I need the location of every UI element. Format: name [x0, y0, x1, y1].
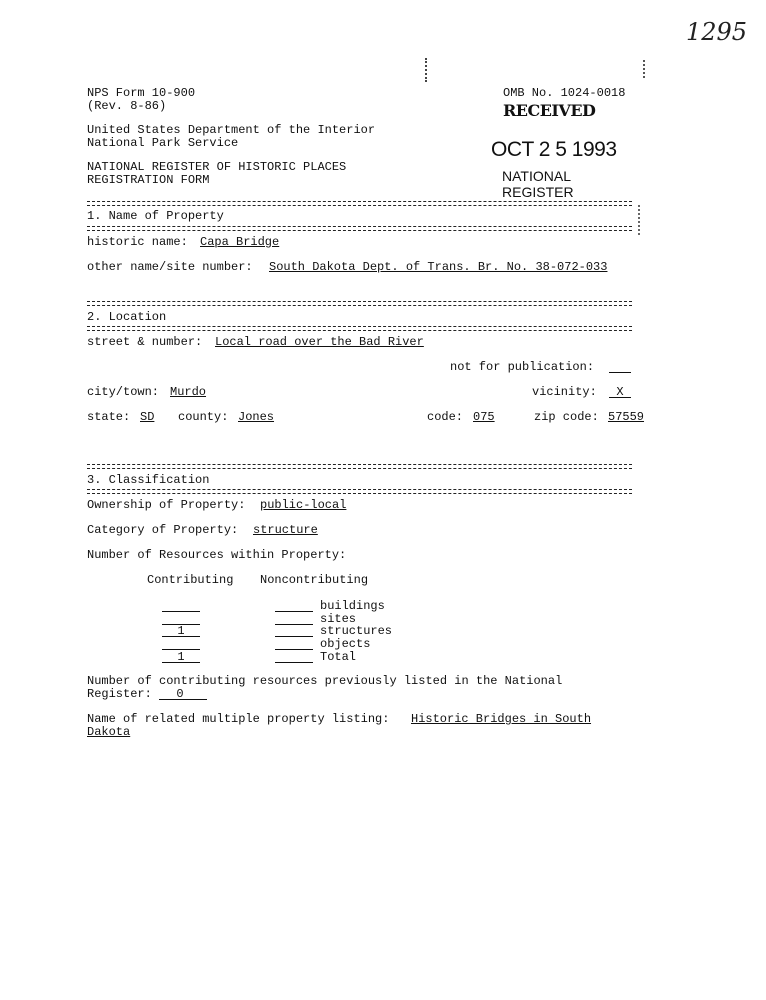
previously-listed-label-cont: Register: — [87, 687, 152, 701]
agency-name: National Park Service — [87, 136, 239, 150]
form-revision: (Rev. 8-86) — [87, 99, 167, 113]
department-name: United States Department of the Interior — [87, 123, 376, 137]
section-divider — [87, 464, 632, 469]
zip-label: zip code: — [534, 410, 599, 424]
stamp-register: REGISTER — [502, 184, 574, 200]
received-date-stamp: OCT 2 5 1993 — [491, 138, 617, 161]
historic-name-label: historic name: — [87, 235, 188, 249]
historic-name-value: Capa Bridge — [200, 235, 280, 249]
previously-listed-value: 0 — [176, 687, 184, 701]
resource-type-label: Total — [320, 650, 357, 664]
resource-type-label: structures — [320, 624, 393, 638]
related-listing-label: Name of related multiple property listing: — [87, 712, 390, 726]
vicinity-value: X — [616, 385, 624, 399]
resources-label: Number of Resources within Property: — [87, 548, 347, 562]
other-name-label: other name/site number: — [87, 260, 253, 274]
form-title: REGISTRATION FORM — [87, 173, 210, 187]
city-label: city/town: — [87, 385, 160, 399]
noncontributing-header: Noncontributing — [260, 573, 369, 587]
city-value: Murdo — [170, 385, 207, 399]
noncontributing-blank[interactable] — [275, 649, 313, 650]
not-for-publication-blank[interactable] — [609, 372, 631, 373]
vicinity-label: vicinity: — [532, 385, 597, 399]
form-number: NPS Form 10-900 — [87, 86, 196, 100]
received-stamp: RECEIVED — [503, 101, 596, 120]
code-value: 075 — [473, 410, 495, 424]
county-label: county: — [178, 410, 229, 424]
category-value: structure — [253, 523, 318, 537]
previously-listed-label: Number of contributing resources previously listed in the National — [87, 674, 563, 688]
section-divider — [87, 301, 632, 306]
resource-type-label: buildings — [320, 599, 385, 613]
scan-mark — [643, 60, 647, 78]
noncontributing-blank[interactable] — [275, 662, 313, 663]
zip-value: 57559 — [608, 410, 645, 424]
category-label: Category of Property: — [87, 523, 239, 537]
state-value: SD — [140, 410, 155, 424]
section1-title: 1. Name of Property — [87, 209, 224, 223]
register-title: NATIONAL REGISTER OF HISTORIC PLACES — [87, 160, 347, 174]
noncontributing-blank[interactable] — [275, 611, 313, 612]
code-label: code: — [427, 410, 464, 424]
contributing-count: 1 — [177, 624, 185, 638]
section2-title: 2. Location — [87, 310, 167, 324]
section-divider — [87, 201, 632, 206]
scan-mark — [425, 58, 430, 82]
ownership-label: Ownership of Property: — [87, 498, 246, 512]
contributing-count: 1 — [177, 650, 185, 664]
contributing-blank[interactable] — [162, 611, 200, 612]
noncontributing-blank[interactable] — [275, 636, 313, 637]
state-label: state: — [87, 410, 131, 424]
contributing-header: Contributing — [147, 573, 234, 587]
ownership-value: public-local — [260, 498, 347, 512]
handwritten-number: 1295 — [686, 18, 748, 46]
stamp-national: NATIONAL — [502, 168, 571, 184]
county-value: Jones — [238, 410, 275, 424]
section-divider — [87, 226, 632, 231]
resource-type-label: sites — [320, 612, 357, 626]
scan-mark — [638, 205, 642, 235]
noncontributing-blank[interactable] — [275, 624, 313, 625]
related-listing-value-cont: Dakota — [87, 725, 131, 739]
street-value: Local road over the Bad River — [215, 335, 424, 349]
omb-number: OMB No. 1024-0018 — [503, 86, 626, 100]
section3-title: 3. Classification — [87, 473, 210, 487]
other-name-value: South Dakota Dept. of Trans. Br. No. 38-072-033 — [269, 260, 608, 274]
section-divider — [87, 489, 632, 494]
related-listing-value: Historic Bridges in South — [411, 712, 592, 726]
street-label: street & number: — [87, 335, 203, 349]
section-divider — [87, 326, 632, 331]
not-for-publication-label: not for publication: — [450, 360, 595, 374]
resource-type-label: objects — [320, 637, 371, 651]
